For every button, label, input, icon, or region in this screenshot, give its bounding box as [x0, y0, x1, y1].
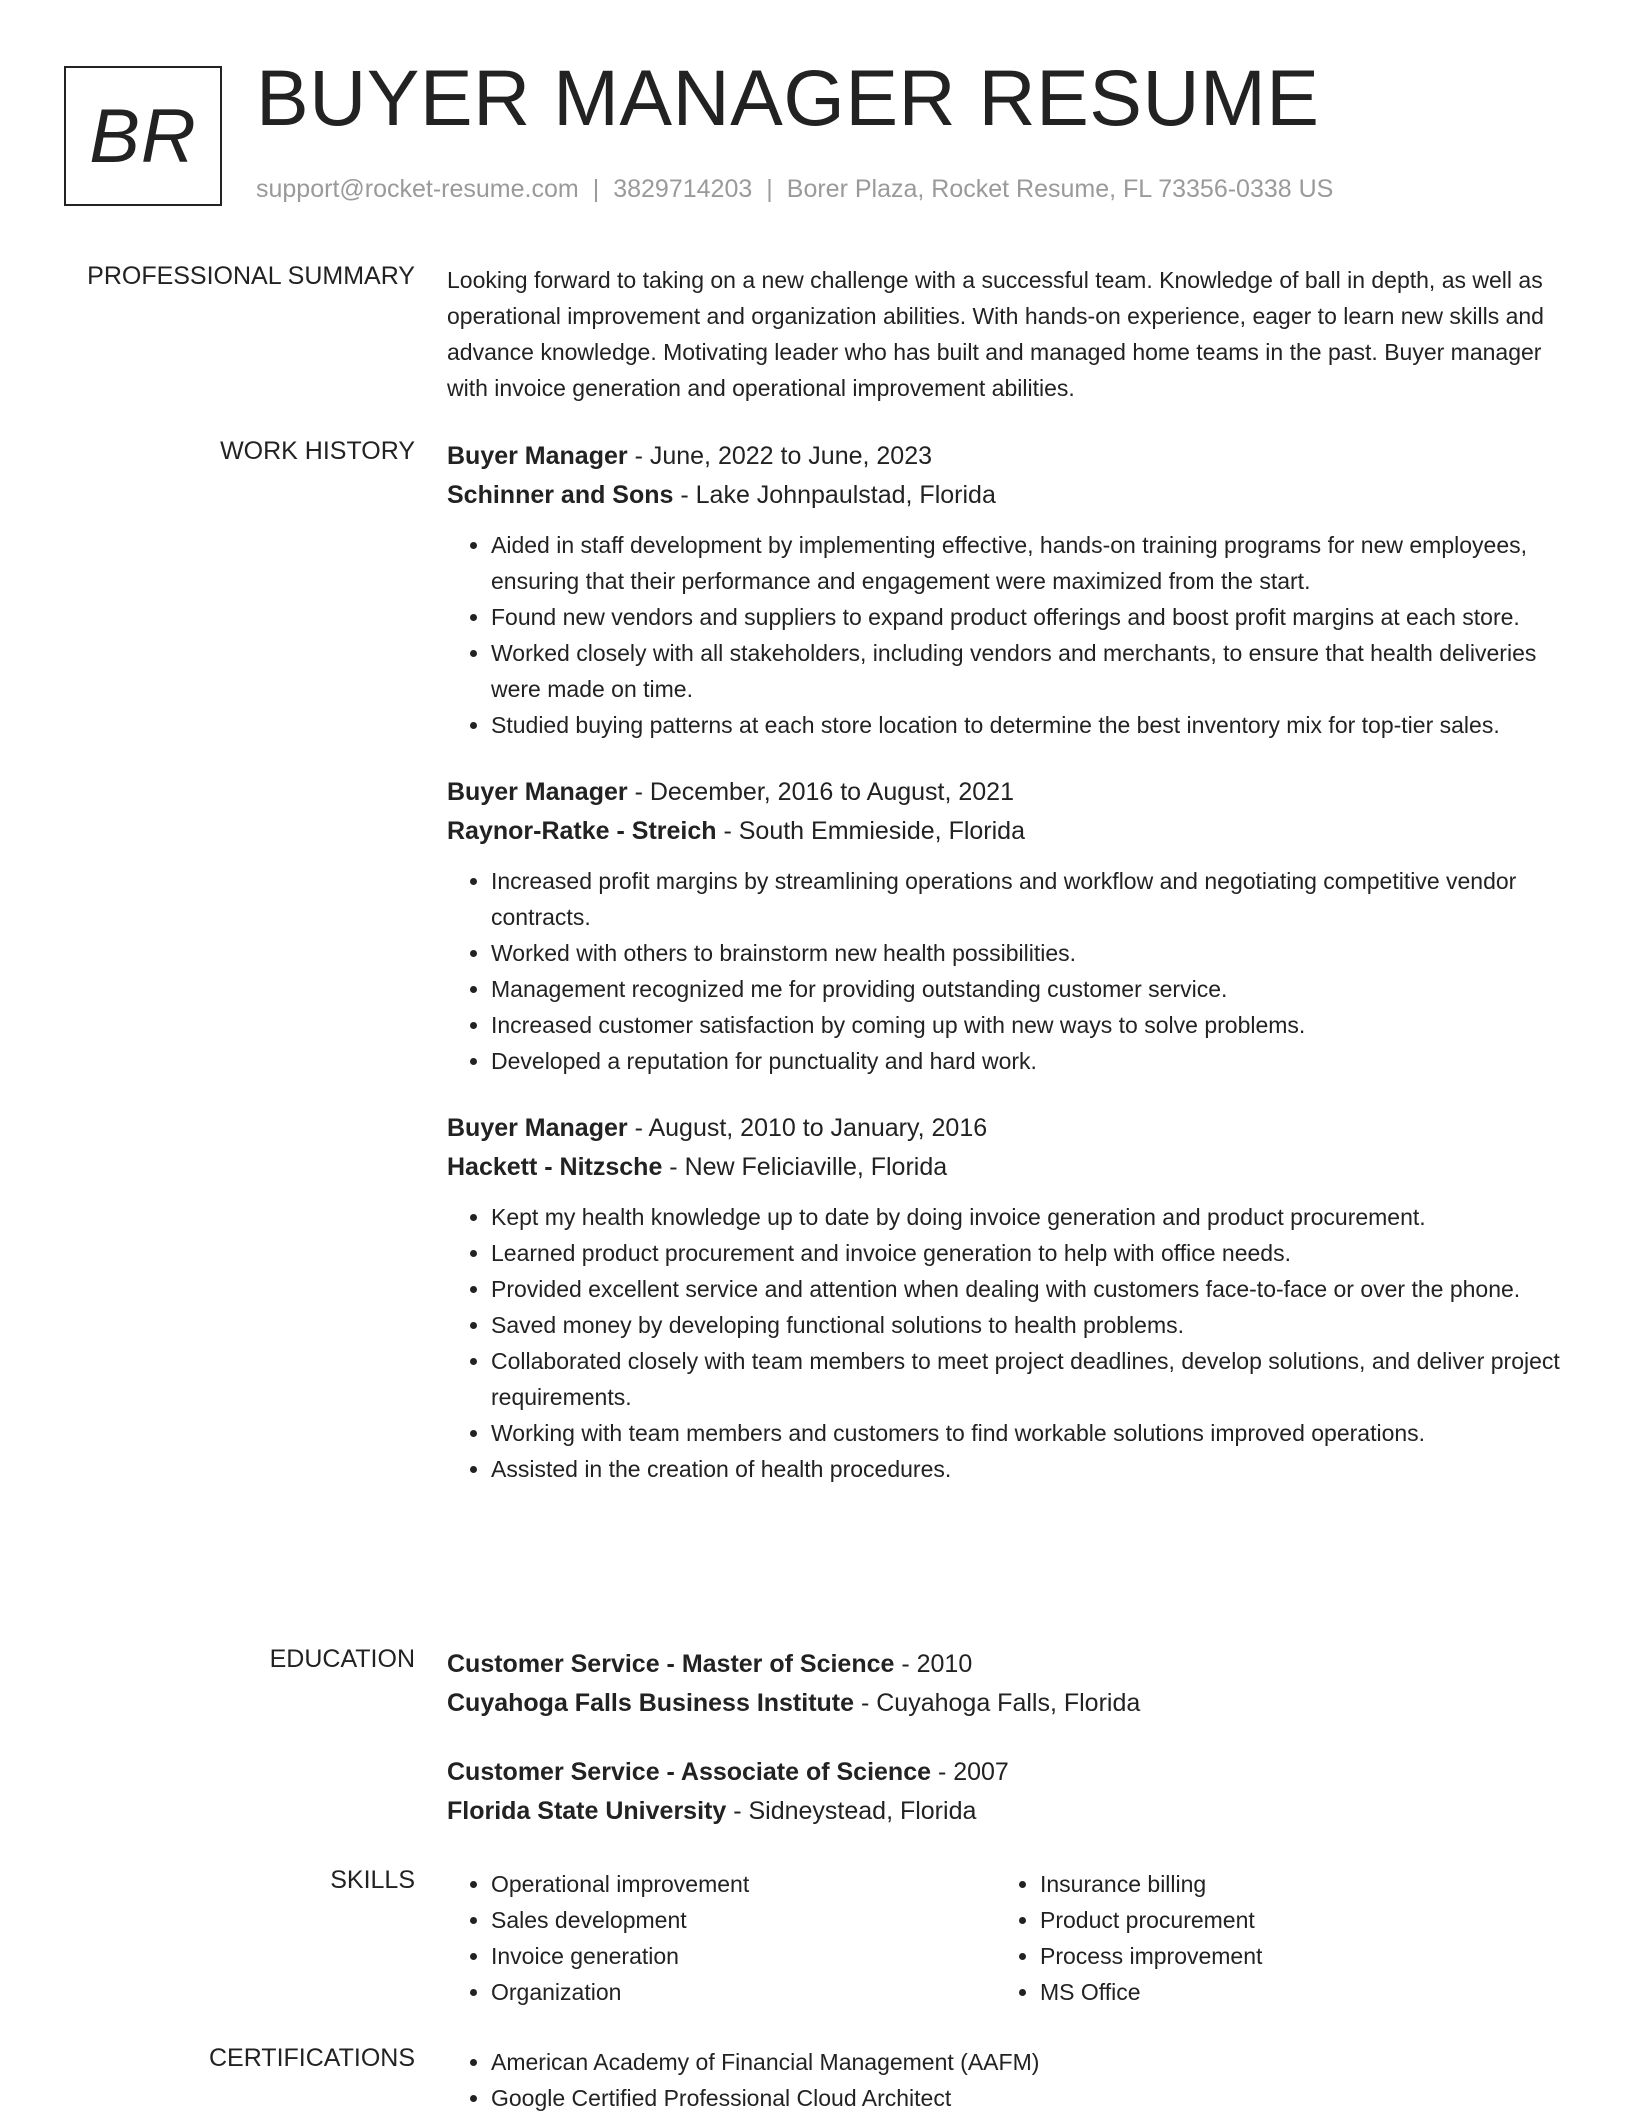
- contact-phone[interactable]: 3829714203: [613, 175, 753, 203]
- skill-item: • Organization: [491, 1974, 996, 2010]
- job-bullets: [447, 527, 1572, 743]
- job-bullet: • Management recognized me for providing outstanding customer service.: [491, 971, 1572, 1007]
- job-bullets: [447, 1199, 1572, 1487]
- job-bullet: • Found new vendors and suppliers to expand product offerings and boost profit margins at each store.: [491, 599, 1572, 635]
- job-location: - South Emmieside, Florida: [716, 817, 1025, 845]
- job-entry: [447, 1109, 1572, 1487]
- education-degree: Customer Service - Master of Science: [447, 1650, 895, 1678]
- education-location: - Cuyahoga Falls, Florida: [854, 1689, 1141, 1717]
- education-degree-line: [447, 1753, 1572, 1792]
- section-label-education: EDUCATION: [269, 1645, 415, 1673]
- education-entry: [447, 1645, 1572, 1723]
- education-entry: [447, 1753, 1572, 1831]
- job-title-line: [447, 773, 1572, 812]
- education-school: Florida State University: [447, 1797, 727, 1825]
- skills-column-right: [996, 1866, 1545, 2010]
- education-location: - Sidneystead, Florida: [726, 1797, 977, 1825]
- education-school-line: [447, 1792, 1572, 1831]
- skill-item: • Operational improvement: [491, 1866, 996, 1902]
- certification-item: • American Academy of Financial Management (AAFM): [491, 2044, 1572, 2080]
- job-bullet: • Working with team members and customers to find workable solutions improved operations.: [491, 1415, 1572, 1451]
- job-title-line: [447, 1109, 1572, 1148]
- job-entry: [447, 773, 1572, 1079]
- job-title-line: [447, 437, 1572, 476]
- job-entry: [447, 437, 1572, 743]
- job-title: Buyer Manager: [447, 1114, 628, 1142]
- job-bullet: • Increased customer satisfaction by coming up with new ways to solve problems.: [491, 1007, 1572, 1043]
- job-location: - Lake Johnpaulstad, Florida: [673, 481, 996, 509]
- job-bullet: • Worked closely with all stakeholders, including vendors and merchants, to ensure that health deliveries were made on time.: [491, 635, 1572, 707]
- skill-item: • Process improvement: [1040, 1938, 1545, 1974]
- job-company: Hackett - Nitzsche: [447, 1153, 663, 1181]
- job-company-line: [447, 812, 1572, 851]
- initials: BR: [89, 93, 197, 179]
- job-bullet: • Provided excellent service and attention when dealing with customers face-to-face or over the phone.: [491, 1271, 1572, 1307]
- contact-separator: |: [766, 175, 773, 203]
- job-company-line: [447, 476, 1572, 515]
- job-bullet: • Assisted in the creation of health procedures.: [491, 1451, 1572, 1487]
- skills-column-left: [447, 1866, 996, 2010]
- education-degree-line: [447, 1645, 1572, 1684]
- certifications-list: [447, 2044, 1572, 2116]
- summary-text: Looking forward to taking on a new challenge with a successful team. Knowledge of ball in depth, as well as operational improvement and organization abilities. With hands-on experience, eager to learn new skills and advance knowledge. Motivating leader who has built and managed home teams in the past. Buyer manager with invoice generation and operational improvement abilities.: [447, 267, 1544, 401]
- skill-item: • MS Office: [1040, 1974, 1545, 2010]
- job-bullets: [447, 863, 1572, 1079]
- section-label-certifications: CERTIFICATIONS: [208, 2044, 415, 2072]
- job-dates: - August, 2010 to January, 2016: [627, 1114, 988, 1142]
- resume-title: BUYER MANAGER RESUME: [256, 53, 1320, 142]
- job-company-line: [447, 1148, 1572, 1187]
- education-degree: Customer Service - Associate of Science: [447, 1758, 931, 1786]
- job-bullet: • Collaborated closely with team members to meet project deadlines, develop solutions, and deliver project requirements.: [491, 1343, 1572, 1415]
- education-year: - 2010: [894, 1650, 973, 1678]
- job-bullet: • Saved money by developing functional solutions to health problems.: [491, 1307, 1572, 1343]
- contact-address: Borer Plaza, Rocket Resume, FL 73356-0338 US: [786, 175, 1334, 203]
- job-bullet: • Increased profit margins by streamlining operations and workflow and negotiating competitive vendor contracts.: [491, 863, 1572, 935]
- job-dates: - June, 2022 to June, 2023: [627, 442, 933, 470]
- skills-grid: [447, 1866, 1572, 2010]
- section-label-work: WORK HISTORY: [220, 437, 415, 465]
- job-bullet: • Studied buying patterns at each store location to determine the best inventory mix for top-tier sales.: [491, 707, 1572, 743]
- monogram-logo: [64, 66, 222, 206]
- certification-item: • Google Certified Professional Cloud Architect: [491, 2080, 1572, 2116]
- job-bullet: • Worked with others to brainstorm new health possibilities.: [491, 935, 1572, 971]
- skill-item: • Product procurement: [1040, 1902, 1545, 1938]
- education-year: - 2007: [931, 1758, 1009, 1786]
- job-title: Buyer Manager: [447, 778, 628, 806]
- job-title: Buyer Manager: [447, 442, 628, 470]
- job-company: Schinner and Sons: [447, 481, 674, 509]
- skill-item: • Sales development: [491, 1902, 996, 1938]
- section-label-skills: SKILLS: [330, 1866, 415, 1894]
- job-bullet: • Kept my health knowledge up to date by doing invoice generation and product procurement.: [491, 1199, 1572, 1235]
- job-dates: - December, 2016 to August, 2021: [627, 778, 1014, 806]
- job-bullet: • Aided in staff development by implementing effective, hands-on training programs for new employees, ensuring that their performance and engagement were maximized from the start.: [491, 527, 1572, 599]
- job-location: - New Feliciaville, Florida: [662, 1153, 948, 1181]
- contact-separator: |: [592, 175, 600, 203]
- job-bullet: • Developed a reputation for punctuality and hard work.: [491, 1043, 1572, 1079]
- section-label-summary: PROFESSIONAL SUMMARY: [87, 262, 415, 290]
- job-bullet: • Learned product procurement and invoice generation to help with office needs.: [491, 1235, 1572, 1271]
- job-company: Raynor-Ratke - Streich: [447, 817, 717, 845]
- contact-email[interactable]: support@rocket-resume.com: [256, 175, 579, 203]
- education-school-line: [447, 1684, 1572, 1723]
- skill-item: • Insurance billing: [1040, 1866, 1545, 1902]
- contact-line: [256, 175, 1333, 204]
- education-school: Cuyahoga Falls Business Institute: [447, 1689, 855, 1717]
- skill-item: • Invoice generation: [491, 1938, 996, 1974]
